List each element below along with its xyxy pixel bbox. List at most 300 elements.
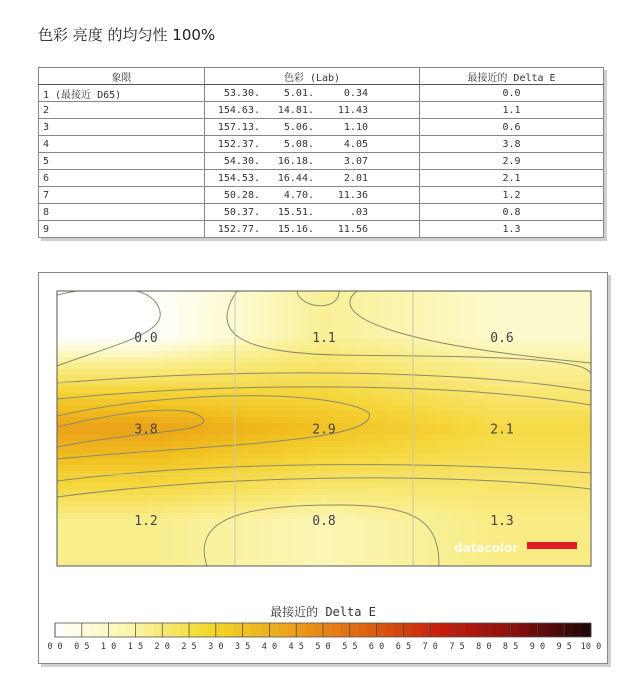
heatmap-pixel [201,441,208,448]
heatmap-pixel [225,501,232,508]
heatmap-pixel [387,351,394,358]
lab-b-value: 11.36 [337,189,368,201]
heatmap-pixel [507,369,514,376]
heatmap-pixel [399,453,406,460]
heatmap-pixel [267,525,274,532]
heatmap-pixel [507,477,514,484]
heatmap-pixel [153,543,160,550]
heatmap-pixel [549,387,556,394]
heatmap-pixel [315,291,322,298]
heatmap-pixel [477,519,484,526]
heatmap-pixel [555,345,562,352]
heatmap-pixel [489,297,496,304]
heatmap-pixel [543,363,550,370]
heatmap-pixel [279,375,286,382]
heatmap-pixel [453,459,460,466]
heatmap-pixel [63,405,70,412]
heatmap-pixel [249,321,256,328]
heatmap-pixel [291,513,298,520]
lab-b-value: 11.43 [337,104,368,116]
heatmap-pixel [177,417,184,424]
heatmap-pixel [273,453,280,460]
heatmap-pixel [411,441,418,448]
heatmap-pixel [63,447,70,454]
heatmap-pixel [297,519,304,526]
heatmap-pixel [519,303,526,310]
heatmap-pixel [171,495,178,502]
heatmap-pixel [387,357,394,364]
heatmap-pixel [357,381,364,388]
heatmap-pixel [393,495,400,502]
heatmap-pixel [141,465,148,472]
heatmap-pixel [243,453,250,460]
heatmap-pixel [345,393,352,400]
heatmap-pixel [369,363,376,370]
heatmap-pixel [441,339,448,346]
heatmap-pixel [117,495,124,502]
heatmap-pixel [237,549,244,556]
heatmap-pixel [279,453,286,460]
heatmap-pixel [141,345,148,352]
zone-label: 1.1 [312,330,336,346]
heatmap-pixel [315,507,322,514]
heatmap-pixel [477,333,484,340]
heatmap-pixel [513,315,520,322]
heatmap-pixel [441,525,448,532]
heatmap-pixel [117,459,124,466]
heatmap-pixel [279,531,286,538]
heatmap-pixel [339,423,346,430]
heatmap-pixel [87,465,94,472]
heatmap-pixel [117,369,124,376]
heatmap-pixel [411,453,418,460]
heatmap-pixel [393,525,400,532]
heatmap-pixel [369,327,376,334]
heatmap-pixel [183,381,190,388]
heatmap-pixel [453,393,460,400]
heatmap-pixel [81,483,88,490]
heatmap-pixel [261,357,268,364]
heatmap-pixel [153,489,160,496]
heatmap-pixel [525,291,532,298]
heatmap-pixel [309,495,316,502]
heatmap-pixel [135,405,142,412]
heatmap-pixel [345,339,352,346]
heatmap-pixel [513,405,520,412]
heatmap-pixel [225,399,232,406]
heatmap-pixel [273,327,280,334]
heatmap-pixel [465,327,472,334]
heatmap-pixel [369,495,376,502]
heatmap-pixel [387,429,394,436]
heatmap-pixel [243,381,250,388]
heatmap-pixel [63,351,70,358]
heatmap-pixel [141,453,148,460]
heatmap-pixel [435,531,442,538]
heatmap-pixel [219,321,226,328]
heatmap-pixel [537,441,544,448]
heatmap-pixel [555,477,562,484]
heatmap-pixel [525,507,532,514]
heatmap-pixel [129,489,136,496]
heatmap-pixel [177,465,184,472]
heatmap-pixel [159,507,166,514]
heatmap-pixel [291,447,298,454]
heatmap-pixel [159,369,166,376]
heatmap-pixel [69,435,76,442]
heatmap-pixel [339,441,346,448]
heatmap-pixel [231,411,238,418]
heatmap-pixel [537,417,544,424]
zone-cell: 4 [39,136,205,153]
heatmap-pixel [501,291,508,298]
heatmap-pixel [357,453,364,460]
heatmap-pixel [387,489,394,496]
heatmap-pixel [459,495,466,502]
heatmap-pixel [69,453,76,460]
heatmap-pixel [135,375,142,382]
heatmap-pixel [165,537,172,544]
heatmap-pixel [411,297,418,304]
heatmap-pixel [213,375,220,382]
heatmap-pixel [327,405,334,412]
heatmap-pixel [363,519,370,526]
heatmap-pixel [321,465,328,472]
heatmap-pixel [117,465,124,472]
heatmap-pixel [471,507,478,514]
heatmap-pixel [483,483,490,490]
heatmap-pixel [543,399,550,406]
heatmap-pixel [165,297,172,304]
colorbar-segment [100,623,109,637]
heatmap-pixel [483,333,490,340]
heatmap-pixel [477,531,484,538]
heatmap-pixel [267,513,274,520]
heatmap-pixel [459,531,466,538]
heatmap-pixel [261,543,268,550]
heatmap-pixel [579,393,586,400]
heatmap-pixel [195,489,202,496]
heatmap-pixel [405,549,412,556]
heatmap-pixel [357,375,364,382]
colorbar-segment [260,623,269,637]
heatmap-pixel [111,423,118,430]
heatmap-pixel [411,519,418,526]
heatmap-pixel [303,321,310,328]
heatmap-pixel [411,447,418,454]
heatmap-pixel [195,339,202,346]
heatmap-pixel [69,459,76,466]
heatmap-pixel [231,531,238,538]
heatmap-pixel [459,417,466,424]
heatmap-pixel [453,525,460,532]
heatmap-pixel [357,513,364,520]
heatmap-pixel [387,441,394,448]
heatmap-pixel [75,309,82,316]
heatmap-pixel [417,327,424,334]
heatmap-pixel [537,555,544,562]
heatmap-pixel [441,291,448,298]
heatmap-pixel [399,513,406,520]
heatmap-pixel [513,339,520,346]
heatmap-pixel [363,561,370,568]
heatmap-pixel [87,477,94,484]
heatmap-pixel [285,561,292,568]
heatmap-pixel [303,447,310,454]
heatmap-pixel [135,441,142,448]
heatmap-pixel [249,417,256,424]
heatmap-pixel [387,531,394,538]
heatmap-pixel [507,441,514,448]
heatmap-pixel [255,447,262,454]
heatmap-pixel [405,447,412,454]
heatmap-pixel [489,411,496,418]
heatmap-pixel [447,417,454,424]
heatmap-pixel [117,543,124,550]
heatmap-pixel [537,345,544,352]
heatmap-pixel [309,483,316,490]
heatmap-pixel [195,477,202,484]
heatmap-pixel [171,459,178,466]
heatmap-pixel [63,363,70,370]
heatmap-pixel [435,525,442,532]
heatmap-pixel [531,327,538,334]
heatmap-pixel [87,339,94,346]
heatmap-pixel [477,423,484,430]
heatmap-pixel [75,441,82,448]
heatmap-pixel [369,375,376,382]
heatmap-pixel [291,309,298,316]
heatmap-pixel [567,297,574,304]
heatmap-pixel [237,423,244,430]
heatmap-pixel [213,543,220,550]
heatmap-pixel [525,513,532,520]
heatmap-pixel [249,447,256,454]
heatmap-pixel [219,435,226,442]
heatmap-pixel [471,459,478,466]
heatmap-pixel [513,321,520,328]
heatmap-pixel [345,447,352,454]
heatmap-pixel [255,369,262,376]
heatmap-pixel [93,513,100,520]
heatmap-pixel [435,429,442,436]
heatmap-pixel [255,411,262,418]
heatmap-pixel [171,351,178,358]
heatmap-pixel [225,417,232,424]
heatmap-pixel [507,309,514,316]
header-lab: 色彩 (Lab) [205,68,420,85]
heatmap-pixel [159,333,166,340]
heatmap-pixel [171,489,178,496]
heatmap-pixel [333,537,340,544]
heatmap-pixel [315,495,322,502]
heatmap-pixel [441,477,448,484]
heatmap-pixel [291,369,298,376]
heatmap-pixel [543,495,550,502]
heatmap-pixel [429,507,436,514]
heatmap-pixel [159,477,166,484]
heatmap-pixel [465,405,472,412]
heatmap-pixel [363,405,370,412]
heatmap-pixel [537,399,544,406]
heatmap-pixel [351,441,358,448]
heatmap-pixel [447,297,454,304]
heatmap-pixel [471,399,478,406]
heatmap-pixel [123,495,130,502]
heatmap-pixel [87,309,94,316]
heatmap-pixel [195,321,202,328]
heatmap-pixel [303,453,310,460]
heatmap-pixel [453,291,460,298]
heatmap-pixel [363,537,370,544]
heatmap-pixel [459,507,466,514]
heatmap-pixel [423,549,430,556]
heatmap-pixel [327,393,334,400]
heatmap-pixel [471,363,478,370]
heatmap-pixel [297,351,304,358]
heatmap-pixel [465,363,472,370]
heatmap-pixel [171,417,178,424]
heatmap-pixel [291,423,298,430]
heatmap-pixel [495,387,502,394]
heatmap-pixel [387,333,394,340]
heatmap-pixel [201,399,208,406]
heatmap-pixel [345,309,352,316]
heatmap-pixel [441,543,448,550]
heatmap-pixel [81,315,88,322]
heatmap-pixel [195,555,202,562]
heatmap-pixel [417,453,424,460]
heatmap-pixel [573,423,580,430]
heatmap-pixel [309,357,316,364]
heatmap-pixel [531,501,538,508]
heatmap-pixel [309,369,316,376]
heatmap-pixel [57,549,64,556]
heatmap-pixel [255,351,262,358]
heatmap-pixel [93,339,100,346]
heatmap-pixel [345,363,352,370]
zone-label: 1.3 [490,514,514,530]
heatmap-pixel [117,297,124,304]
heatmap-pixel [279,495,286,502]
heatmap-pixel [357,441,364,448]
heatmap-pixel [477,345,484,352]
heatmap-pixel [153,507,160,514]
heatmap-pixel [375,537,382,544]
heatmap-pixel [429,543,436,550]
lab-cell [205,170,420,187]
heatmap-pixel [225,459,232,466]
heatmap-pixel [543,297,550,304]
heatmap-pixel [447,303,454,310]
heatmap-pixel [447,435,454,442]
heatmap-pixel [333,303,340,310]
heatmap-pixel [189,417,196,424]
heatmap-pixel [261,453,268,460]
heatmap-pixel [75,525,82,532]
heatmap-pixel [555,303,562,310]
heatmap-pixel [423,327,430,334]
heatmap-pixel [327,537,334,544]
heatmap-pixel [447,369,454,376]
colorbar-segment [421,623,430,637]
heatmap-pixel [453,357,460,364]
heatmap-pixel [177,291,184,298]
heatmap-pixel [261,411,268,418]
heatmap-panel [38,272,608,664]
heatmap-pixel [57,519,64,526]
heatmap-pixel [111,357,118,364]
heatmap-pixel [381,555,388,562]
heatmap-pixel [495,447,502,454]
heatmap-pixel [549,375,556,382]
heatmap-pixel [225,561,232,568]
heatmap-pixel [207,561,214,568]
heatmap-pixel [213,345,220,352]
heatmap-pixel [57,375,64,382]
heatmap-pixel [243,291,250,298]
heatmap-pixel [447,291,454,298]
heatmap-pixel [237,357,244,364]
heatmap-pixel [549,525,556,532]
heatmap-pixel [453,435,460,442]
heatmap-pixel [81,411,88,418]
heatmap-pixel [441,507,448,514]
heatmap-pixel [429,357,436,364]
heatmap-pixel [291,549,298,556]
heatmap-pixel [111,417,118,424]
heatmap-pixel [243,297,250,304]
heatmap-pixel [543,477,550,484]
heatmap-pixel [357,555,364,562]
heatmap-pixel [399,441,406,448]
heatmap-pixel [459,357,466,364]
heatmap-pixel [201,333,208,340]
heatmap-pixel [153,309,160,316]
heatmap-pixel [285,423,292,430]
heatmap-pixel [489,405,496,412]
heatmap-pixel [135,465,142,472]
heatmap-pixel [279,507,286,514]
heatmap-pixel [435,513,442,520]
heatmap-pixel [345,549,352,556]
heatmap-pixel [195,561,202,568]
heatmap-pixel [471,495,478,502]
lab-cell [205,153,420,170]
heatmap-pixel [99,507,106,514]
heatmap-pixel [393,441,400,448]
heatmap-pixel [369,429,376,436]
heatmap-pixel [519,369,526,376]
heatmap-pixel [441,327,448,334]
heatmap-pixel [273,441,280,448]
heatmap-pixel [57,387,64,394]
heatmap-pixel [117,513,124,520]
heatmap-pixel [81,561,88,568]
heatmap-pixel [387,345,394,352]
heatmap-pixel [321,483,328,490]
heatmap-pixel [525,531,532,538]
heatmap-pixel [57,327,64,334]
colorbar-tick-label: 4 0 [261,642,278,652]
heatmap-pixel [573,519,580,526]
heatmap-pixel [303,477,310,484]
heatmap-pixel [75,501,82,508]
heatmap-pixel [465,333,472,340]
heatmap-pixel [381,351,388,358]
heatmap-pixel [303,291,310,298]
heatmap-pixel [399,297,406,304]
